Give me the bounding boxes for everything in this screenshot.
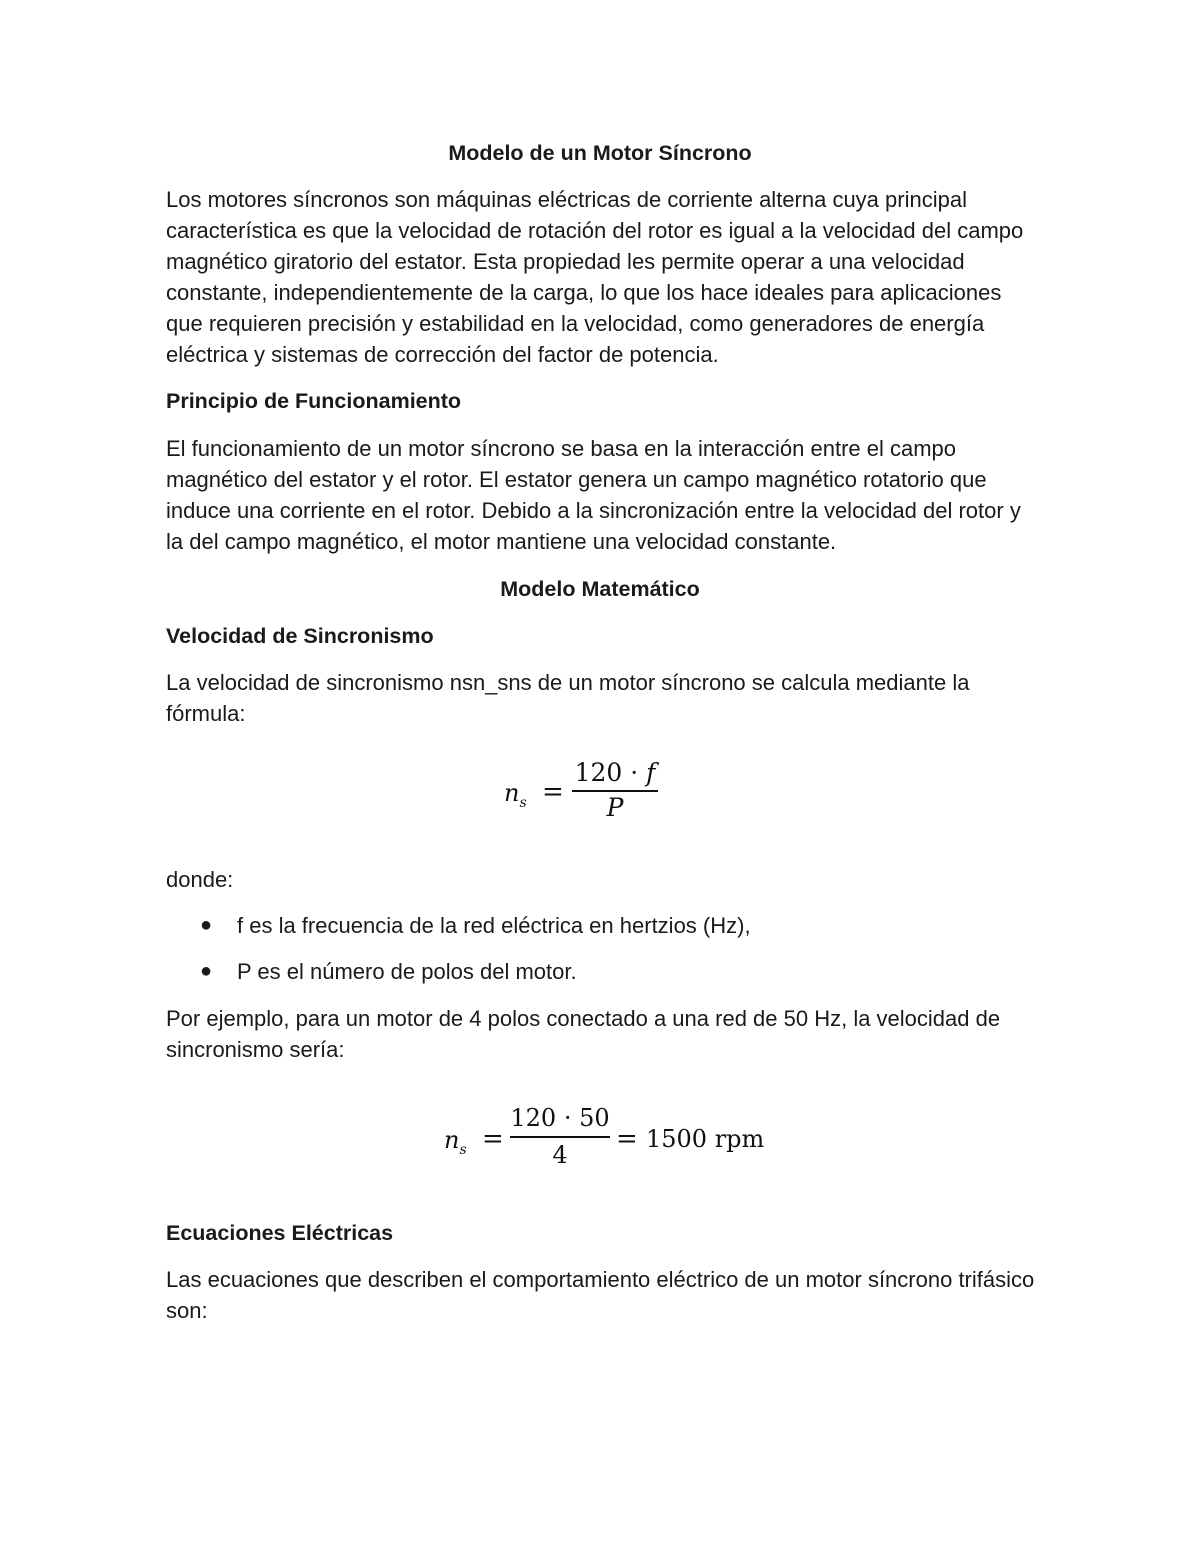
- list-item: [166, 910, 1036, 941]
- example-equals: =: [482, 1124, 504, 1154]
- subsection-heading-velocidad: Velocidad de Sincronismo: [166, 624, 434, 648]
- section-heading-principio: Principio de Funcionamiento: [166, 389, 462, 413]
- list-item-text: P es el número de polos del motor.: [237, 959, 577, 984]
- example-numerator: 120 · 50: [510, 1104, 610, 1132]
- synchronous-speed-formula: [500, 758, 670, 830]
- formula-lhs-sub: s: [519, 794, 527, 811]
- list-item: [166, 956, 1036, 987]
- formula-lhs-var: n: [504, 779, 520, 807]
- bullet-icon: ●: [200, 914, 213, 936]
- formula-denominator: P: [606, 793, 624, 822]
- example-equals-2: =: [616, 1124, 638, 1154]
- formula-equals: =: [542, 777, 564, 807]
- where-label: donde:: [166, 867, 234, 892]
- example-paragraph: Por ejemplo, para un motor de 4 polos conectado a una red de 50 Hz, la velocidad de sincronismo sería:: [166, 1006, 1001, 1062]
- list-item-text: f es la frecuencia de la red eléctrica en hertzios (Hz),: [237, 913, 751, 938]
- intro-paragraph: Los motores síncronos son máquinas eléctricas de corriente alterna cuya principal característica es que la velocidad de rotación del rotor es igual a la velocidad del campo magnético giratorio del estator. Esta propiedad les permite operar a una velocidad constante, independientemente de la carga, lo que los hace ideales para aplicaciones que requieren precisión y estabilidad en la velocidad, como generadores de energía eléctrica y sistemas de corrección del factor de potencia.: [166, 187, 1024, 367]
- example-fraction: [510, 1102, 610, 1172]
- example-result: 1500 rpm: [646, 1125, 765, 1153]
- ecuaciones-paragraph: Las ecuaciones que describen el comportamiento eléctrico de un motor síncrono trifásico son:: [166, 1267, 1035, 1323]
- example-lhs-sub: s: [459, 1141, 467, 1158]
- document-title: Modelo de un Motor Síncrono: [448, 141, 752, 165]
- example-denominator: 4: [552, 1141, 568, 1169]
- example-formula: [442, 1102, 772, 1178]
- bullet-icon: ●: [200, 960, 213, 982]
- principio-paragraph: El funcionamiento de un motor síncrono se basa en la interacción entre el campo magnético del estator y el rotor. El estator genera un campo magnético rotatorio que induce una corriente en el rotor. Debido a la sincronización entre la velocidad del rotor y la del campo magnético, el motor mantiene una velocidad constante.: [166, 436, 1021, 554]
- example-lhs-var: n: [444, 1126, 460, 1154]
- velocidad-intro-paragraph: La velocidad de sincronismo nsn_sns de un motor síncrono se calcula mediante la fórmula:: [166, 670, 970, 726]
- section-heading-modelo: Modelo Matemático: [500, 577, 700, 601]
- subsection-heading-ecuaciones: Ecuaciones Eléctricas: [166, 1221, 394, 1245]
- formula-numerator: 120 · f: [574, 758, 656, 787]
- formula-fraction: [572, 758, 658, 824]
